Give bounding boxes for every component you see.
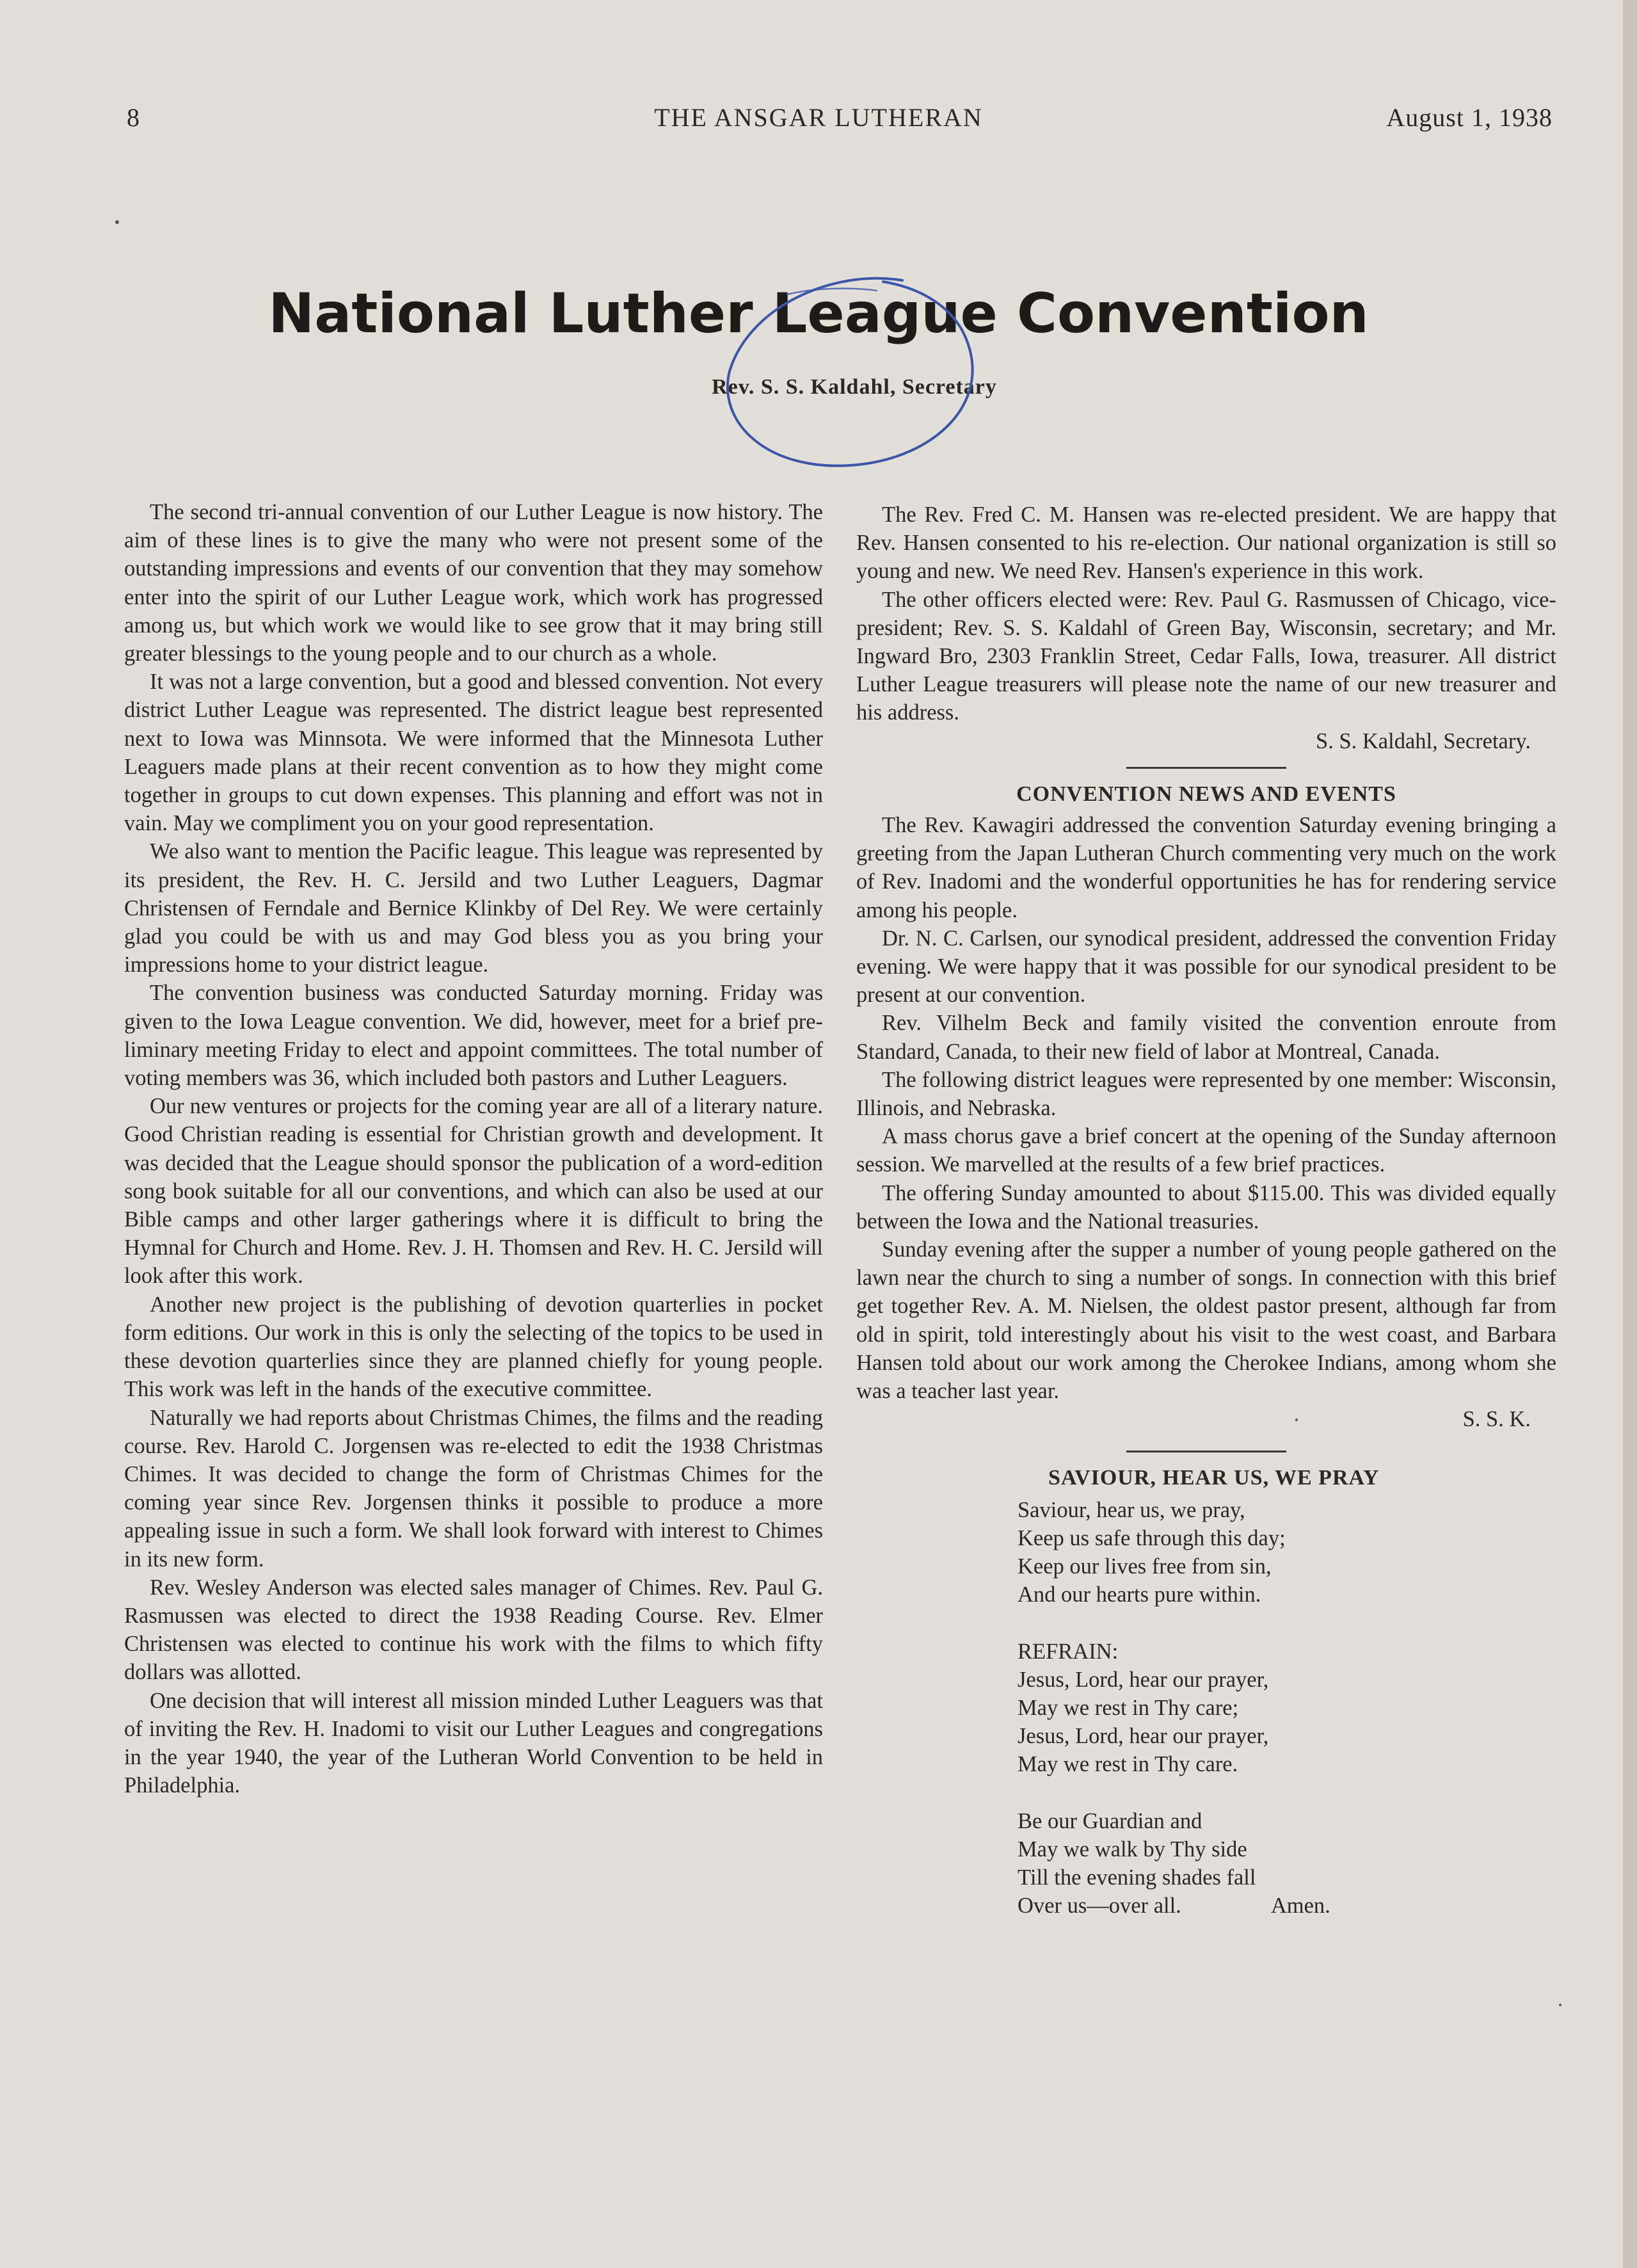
section-divider bbox=[1126, 1451, 1286, 1452]
publication-name: THE ANSGAR LUTHERAN bbox=[654, 103, 983, 132]
poem-line: Jesus, Lord, hear our prayer, bbox=[1018, 1724, 1269, 1749]
news-paragraph: Sunday evening after the supper a number of young people gathered on the lawn near the church to sing a number of songs. In connection with this brief get together Rev. A. M. Nielsen, the oldest pastor present, although far from old in spirit, told interestingly about his visit to the west coast, and Barbara Hansen told about our work among the Cherokee Indians, among whom she was a teacher last year. bbox=[856, 1237, 1556, 1404]
poem-line: Over us—over all. bbox=[1018, 1894, 1181, 1918]
news-initials: S. S. K. bbox=[1462, 1407, 1531, 1432]
paper-speck bbox=[1295, 1419, 1298, 1421]
paper-speck bbox=[115, 220, 119, 224]
poem-line: May we walk by Thy side bbox=[1018, 1837, 1247, 1862]
stanza-break bbox=[1018, 1779, 1556, 1807]
article-paragraph: The Rev. Fred C. M. Hansen was re-elected president. We are happy that Rev. Hansen consented to his re-election. Our national organization is still so young and new. We need Rev. Hansen's experience in this work. bbox=[856, 503, 1556, 584]
article-paragraph: Rev. Wesley Anderson was elected sales manager of Chimes. Rev. Paul G. Rasmussen was elected to direct the 1938 Reading Course. Rev. Elmer Christensen was elected to continue his work with the films to which fifty dollars was allotted. bbox=[124, 1575, 823, 1685]
news-heading: CONVENTION NEWS AND EVENTS bbox=[1016, 782, 1396, 806]
article-paragraph: Our new ventures or projects for the coming year are all of a literary nature. Good Christian reading is essential for Christian growth and development. It was decided that the League should sponsor the publication of a word-edition song book suitable for all our conventions, and which can also be used at our Bible camps and other larger gatherings where it is difficult to bring the Hymnal for Church and Home. Rev. J. H. Thomsen and Rev. H. C. Jersild will look after this work. bbox=[124, 1094, 823, 1289]
right-column bbox=[856, 501, 1556, 1920]
poem-line: Till the evening shades fall bbox=[1018, 1865, 1256, 1890]
news-paragraph: Rev. Vilhelm Beck and family visited the convention enroute from Standard, Canada, to their new field of labor at Montreal, Canada. bbox=[856, 1011, 1556, 1064]
article-paragraph: The second tri-annual convention of our Luther League is now history. The aim of these lines is to give the many who were not present some of the outstanding impressions and events of our convention that they may somehow enter into the spirit of our Luther League work, which work has progressed among us, but which work we would like to see grow that it may bring still greater blessings to the young people and to our church as a whole. bbox=[124, 500, 823, 666]
pen-circle-mark bbox=[710, 269, 1005, 480]
news-paragraph: The following district leagues were represented by one member: Wisconsin, Illinois, and Nebraska. bbox=[856, 1067, 1556, 1121]
article-paragraph: Another new project is the publishing of devotion quarterlies in pocket form editions. Our work in this is only the selecting of the topics to be used in these devotion quarterlies since they are planned chiefly for young people. This work was left in the hands of the executive committee. bbox=[124, 1292, 823, 1402]
poem-amen: Amen. bbox=[1270, 1894, 1330, 1918]
issue-date: August 1, 1938 bbox=[1386, 103, 1553, 132]
poem-line: Keep our lives free from sin, bbox=[1018, 1554, 1272, 1579]
article-paragraph: It was not a large convention, but a good and blessed convention. Not every district Luther League was represented. The district league best represented next to Iowa was Minnsota. We were informed that the Minnesota Luther Leaguers made plans at their recent convention as to how they might come together in groups to cut down expenses. This planning and effort was not in vain. May we compliment you on your good representation. bbox=[124, 670, 823, 836]
poem-final-line bbox=[1018, 1892, 1556, 1920]
poem-line: Saviour, hear us, we pray, bbox=[1018, 1497, 1245, 1522]
news-paragraph: The Rev. Kawagiri addressed the convention Saturday evening bringing a greeting from the Japan Lutheran Church commenting very much on the work of Rev. Inadomi and the wonderful opportunities he has for rendering service among his people. bbox=[856, 813, 1556, 922]
poem-line: May we rest in Thy care. bbox=[1018, 1752, 1238, 1777]
article-paragraph: The other officers elected were: Rev. Paul G. Rasmussen of Chicago, vice-president; Rev. S. S. Kaldahl of Green Bay, Wisconsin, secretary; and Mr. Ingward Bro, 2303 Franklin Street, Cedar Falls, Iowa, treasurer. All district Luther League treasurers will please note the name of our new treasurer and his address. bbox=[856, 587, 1556, 725]
poem-title: SAVIOUR, HEAR US, WE PRAY bbox=[1048, 1465, 1380, 1490]
poem-line: May we rest in Thy care; bbox=[1018, 1695, 1239, 1720]
article-paragraph: The convention business was conducted Saturday morning. Friday was given to the Iowa League convention. We did, however, meet for a brief pre-liminary meeting Friday to elect and appoint committees. The total number of voting members was 36, which included both pastors and Luther Leaguers. bbox=[124, 981, 823, 1091]
stanza-break bbox=[1018, 1609, 1556, 1637]
article-paragraph: Naturally we had reports about Christmas Chimes, the films and the reading course. Rev. Harold C. Jorgensen was re-elected to edit the 1938 Christmas Chimes. It was decided to change the form of Christmas Chimes for the coming year since Rev. Jorgensen thinks it possible to produce a more appealing issue in such a form. We shall look forward with interest to Chimes in its new form. bbox=[124, 1405, 823, 1572]
poem-line: Jesus, Lord, hear our prayer, bbox=[1018, 1667, 1269, 1692]
section-divider bbox=[1126, 767, 1286, 769]
paper-speck bbox=[1559, 2004, 1561, 2006]
left-column bbox=[124, 498, 823, 1799]
page-number: 8 bbox=[127, 103, 140, 132]
article-byline: Rev. S. S. Kaldahl, Secretary bbox=[712, 375, 997, 399]
poem-line: And our hearts pure within. bbox=[1018, 1582, 1261, 1607]
news-paragraph: A mass chorus gave a brief concert at the opening of the Sunday afternoon session. We marvelled at the results of a few brief practices. bbox=[856, 1124, 1556, 1177]
poem-line: Be our Guardian and bbox=[1018, 1808, 1202, 1833]
article-title: National Luther League Convention bbox=[268, 282, 1369, 346]
article-paragraph: One decision that will interest all mission minded Luther Leaguers was that of inviting the Rev. H. Inadomi to visit our Luther Leagues and congregations in the year 1940, the year of the Lutheran World Convention to be held in Philadelphia. bbox=[124, 1688, 823, 1798]
news-paragraph: The offering Sunday amounted to about $115.00. This was divided equally between the Iowa and the National treasuries. bbox=[856, 1180, 1556, 1234]
article-paragraph: We also want to mention the Pacific league. This league was represented by its president, the Rev. H. C. Jersild and two Luther Leaguers, Dagmar Christensen of Ferndale and Bernice Klinkby of Del Rey. We were certainly glad you could be with us and may God bless you as you bring your impressions home to your district league. bbox=[124, 839, 823, 977]
poem-line: Keep us safe through this day; bbox=[1018, 1525, 1286, 1550]
poem bbox=[1018, 1496, 1556, 1920]
news-paragraph: Dr. N. C. Carlsen, our synodical president, addressed the convention Friday evening. We were happy that it was possible for our synodical president to be present at our convention. bbox=[856, 926, 1556, 1008]
article-signature: S. S. Kaldahl, Secretary. bbox=[1316, 728, 1531, 753]
refrain-label: REFRAIN: bbox=[1018, 1639, 1119, 1664]
